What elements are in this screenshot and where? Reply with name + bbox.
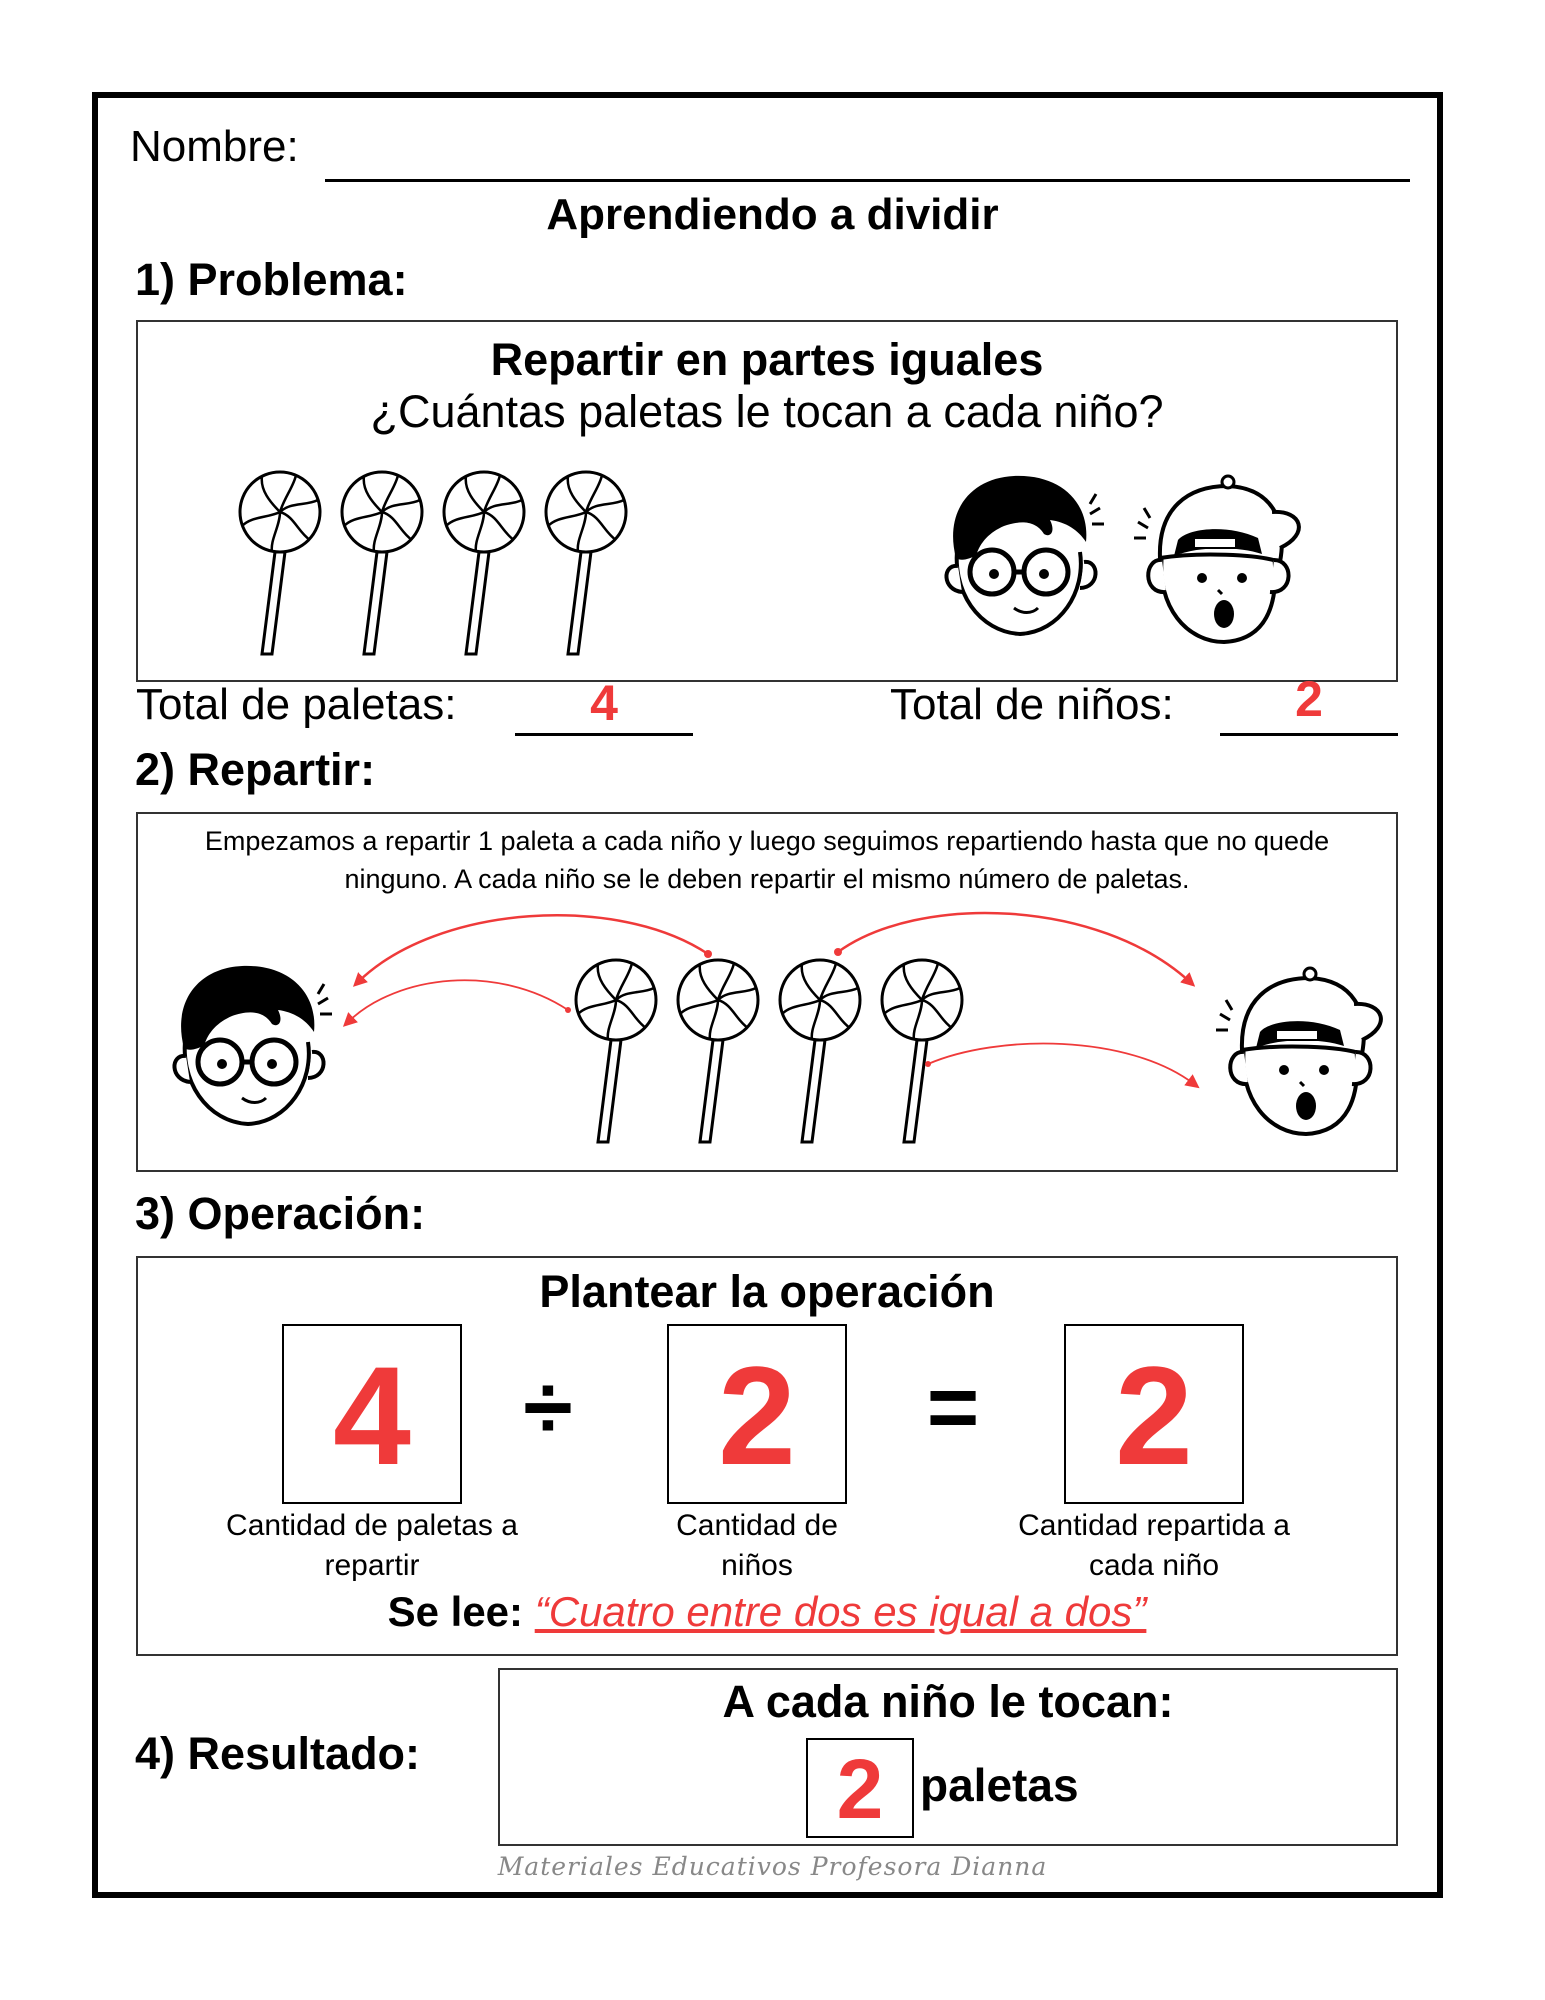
reads-line [138, 1588, 1396, 1636]
distribute-instructions: Empezamos a repartir 1 paleta a cada niño y luego seguimos repartiendo hasta que no quede ninguno. A cada niño se le deben repartir el mismo número de paletas. [204, 826, 1330, 894]
boy-with-glasses-icon [174, 966, 332, 1124]
lollipop-icon [882, 960, 962, 1142]
quotient-value: 2 [1115, 1337, 1193, 1494]
total-children-line[interactable] [1220, 733, 1398, 736]
result-unit: paletas [920, 1759, 1079, 1811]
dividend-box[interactable] [282, 1324, 462, 1504]
name-input-line[interactable] [325, 179, 1410, 182]
boy-with-cap-icon [1216, 968, 1381, 1134]
divisor-caption: Cantidad de niños [676, 1509, 838, 1582]
quotient-box[interactable] [1064, 1324, 1244, 1504]
problem-question: ¿Cuántas paletas le tocan a cada niño? [370, 386, 1164, 437]
curved-arrow-icon [358, 915, 708, 982]
total-lollipops-value: 4 [590, 675, 618, 731]
worksheet-title: Aprendiendo a dividir [546, 190, 999, 239]
reads-value: “Cuatro entre dos es igual a dos” [534, 1588, 1147, 1635]
boy-with-glasses-icon [946, 476, 1104, 634]
lollipop-icon [780, 960, 860, 1142]
result-title: A cada niño le tocan: [722, 1676, 1174, 1727]
curved-arrow-icon [348, 980, 568, 1022]
problem-illustration [138, 322, 1400, 684]
equals-symbol: = [926, 1358, 980, 1458]
divide-symbol: ÷ [523, 1358, 573, 1458]
divisor-value: 2 [718, 1337, 796, 1494]
total-children-value: 2 [1295, 671, 1323, 727]
lollipop-icon [576, 960, 656, 1142]
lollipop-icon [240, 472, 320, 654]
lollipop-icon [678, 960, 758, 1142]
operation-box [136, 1256, 1398, 1656]
total-children-label: Total de niños: [890, 680, 1174, 729]
lollipop-icon [444, 472, 524, 654]
lollipop-icon [342, 472, 422, 654]
quotient-caption: Cantidad repartida a cada niño [1018, 1509, 1290, 1582]
total-lollipops-label: Total de paletas: [136, 680, 457, 729]
lollipop-icon [546, 472, 626, 654]
distribute-illustration [138, 814, 1400, 1174]
curved-arrow-icon [928, 1044, 1194, 1084]
problem-box [136, 320, 1398, 682]
operation-title: Plantear la operación [539, 1266, 995, 1317]
result-box [498, 1668, 1398, 1846]
reads-label: Se lee: [387, 1588, 524, 1635]
result-answer-box[interactable] [806, 1738, 914, 1838]
curved-arrow-icon [838, 913, 1190, 982]
section1-heading: 1) Problema: [135, 254, 408, 305]
section2-heading: 2) Repartir: [135, 744, 376, 795]
result-value: 2 [836, 1742, 884, 1836]
boy-with-cap-icon [1134, 476, 1299, 642]
section4-heading: 4) Resultado: [135, 1728, 421, 1779]
dividend-caption: Cantidad de paletas a repartir [226, 1509, 518, 1582]
divisor-box[interactable] [667, 1324, 847, 1504]
section3-heading: 3) Operación: [135, 1188, 426, 1239]
total-lollipops-line[interactable] [515, 733, 693, 736]
problem-title: Repartir en partes iguales [490, 334, 1044, 385]
name-label: Nombre: [130, 122, 299, 171]
footer-credit: Materiales Educativos Profesora Dianna [497, 1852, 1048, 1881]
distribute-box [136, 812, 1398, 1172]
dividend-value: 4 [333, 1337, 411, 1494]
